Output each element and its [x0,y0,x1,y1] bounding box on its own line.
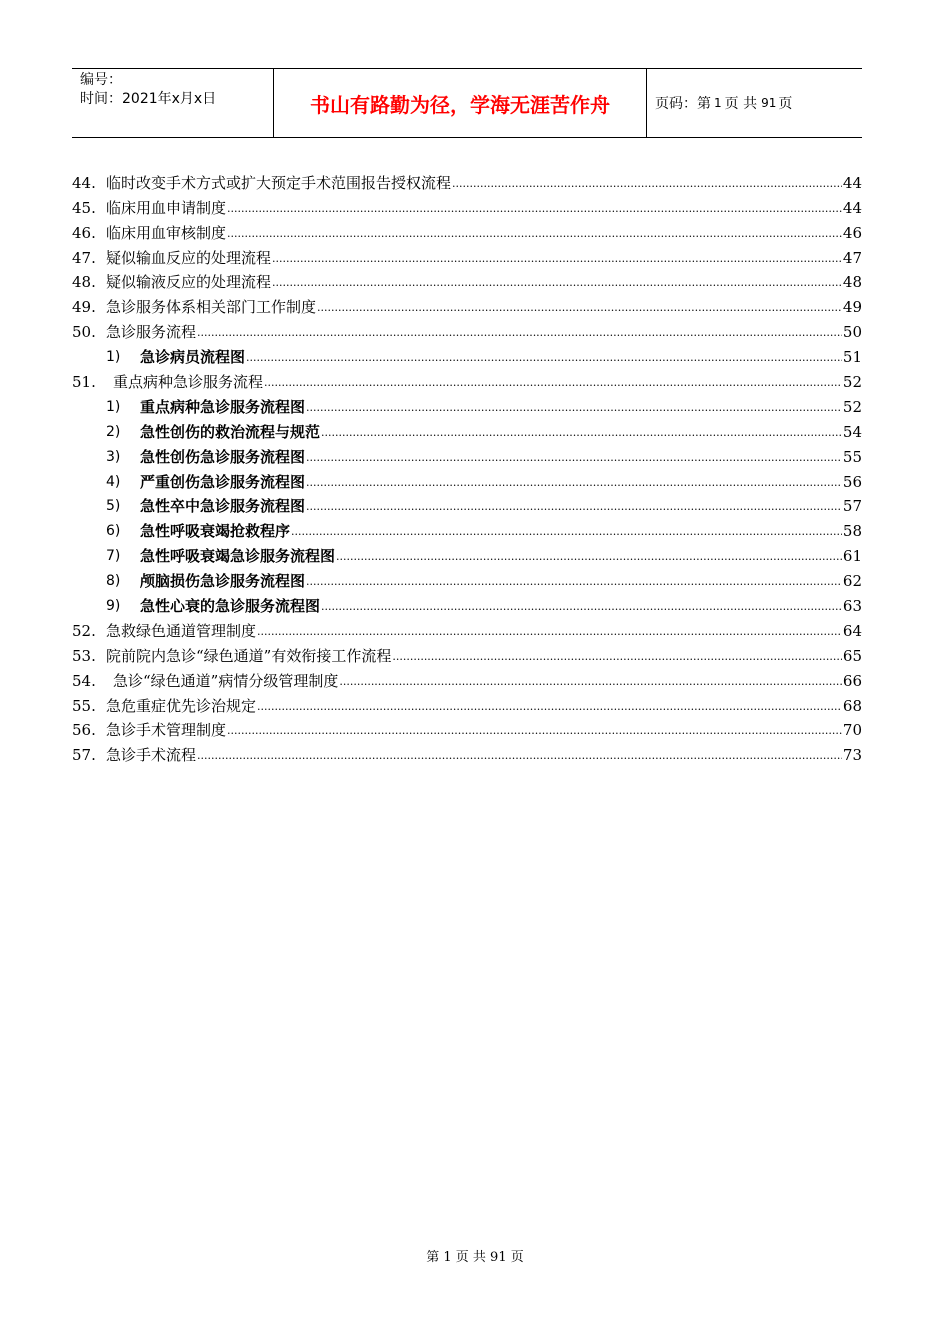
toc-entry[interactable] [72,168,862,193]
toc-entry[interactable] [72,193,862,218]
toc-entry-page: 52 [842,373,862,392]
toc-entry-number: 3) [106,448,121,465]
toc-entry-title[interactable]: 急性卒中急诊服务流程图 [140,497,306,516]
toc-entry-title[interactable]: 急性创伤急诊服务流程图 [140,447,306,466]
toc-entry-title[interactable]: 严重创伤急诊服务流程图 [140,472,306,491]
toc-entry-title[interactable]: 急救绿色通道管理制度 [106,621,257,640]
page-header [72,68,862,138]
toc-entry[interactable] [72,591,862,616]
toc-entry-page: 51 [842,348,862,367]
page-label-b: 页 共 [724,96,758,112]
time-label: 时间：2021年x月x日 [80,91,217,107]
toc-entry-title[interactable]: 临床用血审核制度 [106,223,227,242]
toc-leader-dots [452,173,842,193]
toc-leader-dots [227,223,842,243]
toc-entry[interactable] [72,367,862,392]
toc-entry-page: 47 [842,248,862,267]
toc-leader-dots [197,322,842,342]
page-footer: 第 1 页 共 91 页 [426,1250,524,1265]
code-label: 编号： [80,72,122,88]
toc-entry[interactable] [72,492,862,517]
toc-entry-number: 50. [72,323,96,342]
toc-leader-dots [306,447,842,467]
toc-entry-page: 44 [842,198,862,217]
toc-entry-number: 5) [106,498,121,515]
toc-leader-dots [227,198,842,218]
toc-entry-number: 1) [106,349,121,366]
toc-entry-page: 66 [842,671,862,690]
toc-leader-dots [306,397,842,417]
table-of-contents [72,168,862,765]
toc-entry-page: 58 [842,522,862,541]
toc-leader-dots [317,297,842,317]
toc-entry-page: 63 [842,597,862,616]
toc-entry-page: 48 [842,273,862,292]
page-total: 91 [761,96,777,110]
toc-entry-number: 56. [72,721,96,740]
toc-entry-page: 65 [842,646,862,665]
toc-entry-title[interactable]: 急性呼吸衰竭抢救程序 [140,522,291,541]
toc-entry-number: 44. [72,173,96,192]
toc-entry-number: 57. [72,746,96,765]
toc-entry-page: 55 [842,447,862,466]
toc-entry-page: 52 [842,397,862,416]
toc-leader-dots [306,472,842,492]
toc-entry-number: 7) [106,548,121,565]
toc-leader-dots [264,372,842,392]
toc-entry-title[interactable]: 急性心衰的急诊服务流程图 [140,597,321,616]
toc-leader-dots [197,745,842,765]
toc-entry-page: 44 [842,173,862,192]
toc-entry-title[interactable]: 急性呼吸衰竭急诊服务流程图 [140,547,336,566]
toc-leader-dots [339,671,842,691]
toc-entry-number: 8) [106,573,121,590]
toc-entry-number: 55. [72,696,96,715]
toc-entry-title[interactable]: 急诊服务流程 [106,323,197,342]
toc-entry-title[interactable]: 急诊服务体系相关部门工作制度 [106,298,317,317]
toc-leader-dots [306,496,842,516]
toc-entry[interactable] [72,467,862,492]
toc-entry[interactable] [72,691,862,716]
header-page-info [647,69,862,137]
toc-entry-number: 51. [72,373,96,392]
page-label-a: 页码：第 [655,96,711,112]
toc-entry-page: 61 [842,547,862,566]
toc-entry[interactable] [72,541,862,566]
toc-entry-number: 47. [72,248,96,267]
toc-entry-number: 52. [72,621,96,640]
toc-entry-number: 49. [72,298,96,317]
toc-entry-page: 70 [842,721,862,740]
toc-entry[interactable] [72,516,862,541]
header-motto: 书山有路勤为径，学海无涯苦作舟 [273,69,647,137]
toc-entry-page: 73 [842,746,862,765]
toc-entry-title[interactable]: 临时改变手术方式或扩大预定手术范围报告授权流程 [106,173,452,192]
toc-leader-dots [227,720,842,740]
toc-entry-page: 68 [842,696,862,715]
page-number: 1 [714,96,722,110]
toc-entry[interactable] [72,317,862,342]
toc-entry-number: 48. [72,273,96,292]
toc-leader-dots [321,596,842,616]
toc-leader-dots [306,571,842,591]
toc-leader-dots [291,521,842,541]
toc-entry-number: 46. [72,223,96,242]
toc-entry[interactable] [72,616,862,641]
toc-entry[interactable] [72,268,862,293]
toc-entry-page: 62 [842,572,862,591]
toc-entry-number: 54. [72,671,96,690]
toc-entry-number: 4) [106,473,121,490]
toc-entry-title[interactable]: 重点病种急诊服务流程 [113,373,264,392]
toc-leader-dots [257,621,842,641]
toc-entry-title[interactable]: 急诊手术流程 [106,746,197,765]
toc-entry-title[interactable]: 疑似输液反应的处理流程 [106,273,272,292]
page-label-c: 页 [778,96,793,112]
toc-leader-dots [392,646,842,666]
toc-leader-dots [272,272,842,292]
toc-entry-number: 6) [106,523,121,540]
toc-entry[interactable] [72,392,862,417]
toc-entry-number: 9) [106,598,121,615]
toc-leader-dots [336,546,842,566]
toc-entry-title[interactable]: 院前院内急诊“绿色通道”有效衔接工作流程 [106,646,392,665]
toc-entry-page: 64 [842,621,862,640]
toc-entry-page: 50 [842,323,862,342]
toc-entry[interactable] [72,417,862,442]
toc-entry-title[interactable]: 颅脑损伤急诊服务流程图 [140,572,306,591]
toc-entry[interactable] [72,292,862,317]
toc-entry-title[interactable]: 急诊手术管理制度 [106,721,227,740]
toc-entry-title[interactable]: 急诊“绿色通道”病情分级管理制度 [113,671,339,690]
toc-entry-title[interactable]: 临床用血申请制度 [106,198,227,217]
toc-entry-page: 57 [842,497,862,516]
toc-entry-number: 2) [106,423,121,440]
toc-entry-page: 46 [842,223,862,242]
toc-entry[interactable] [72,243,862,268]
toc-entry-title[interactable]: 急危重症优先诊治规定 [106,696,257,715]
toc-entry[interactable] [72,566,862,591]
toc-leader-dots [257,696,842,716]
toc-entry[interactable] [72,641,862,666]
toc-entry[interactable] [72,716,862,741]
toc-entry-title[interactable]: 疑似输血反应的处理流程 [106,248,272,267]
toc-entry-number: 1) [106,398,121,415]
toc-entry[interactable] [72,342,862,367]
toc-entry-number: 53. [72,646,96,665]
toc-leader-dots [246,347,842,367]
toc-leader-dots [321,422,842,442]
toc-entry-number: 45. [72,198,96,217]
toc-entry[interactable] [72,666,862,691]
toc-entry[interactable] [72,218,862,243]
toc-entry-page: 54 [842,422,862,441]
toc-entry-title[interactable]: 重点病种急诊服务流程图 [140,397,306,416]
toc-entry-title[interactable]: 急诊病员流程图 [140,348,246,367]
toc-entry[interactable] [72,442,862,467]
toc-leader-dots [272,248,842,268]
toc-entry-title[interactable]: 急性创伤的救治流程与规范 [140,422,321,441]
toc-entry-page: 49 [842,298,862,317]
header-meta [72,69,273,137]
toc-entry-page: 56 [842,472,862,491]
toc-entry[interactable] [72,740,862,765]
